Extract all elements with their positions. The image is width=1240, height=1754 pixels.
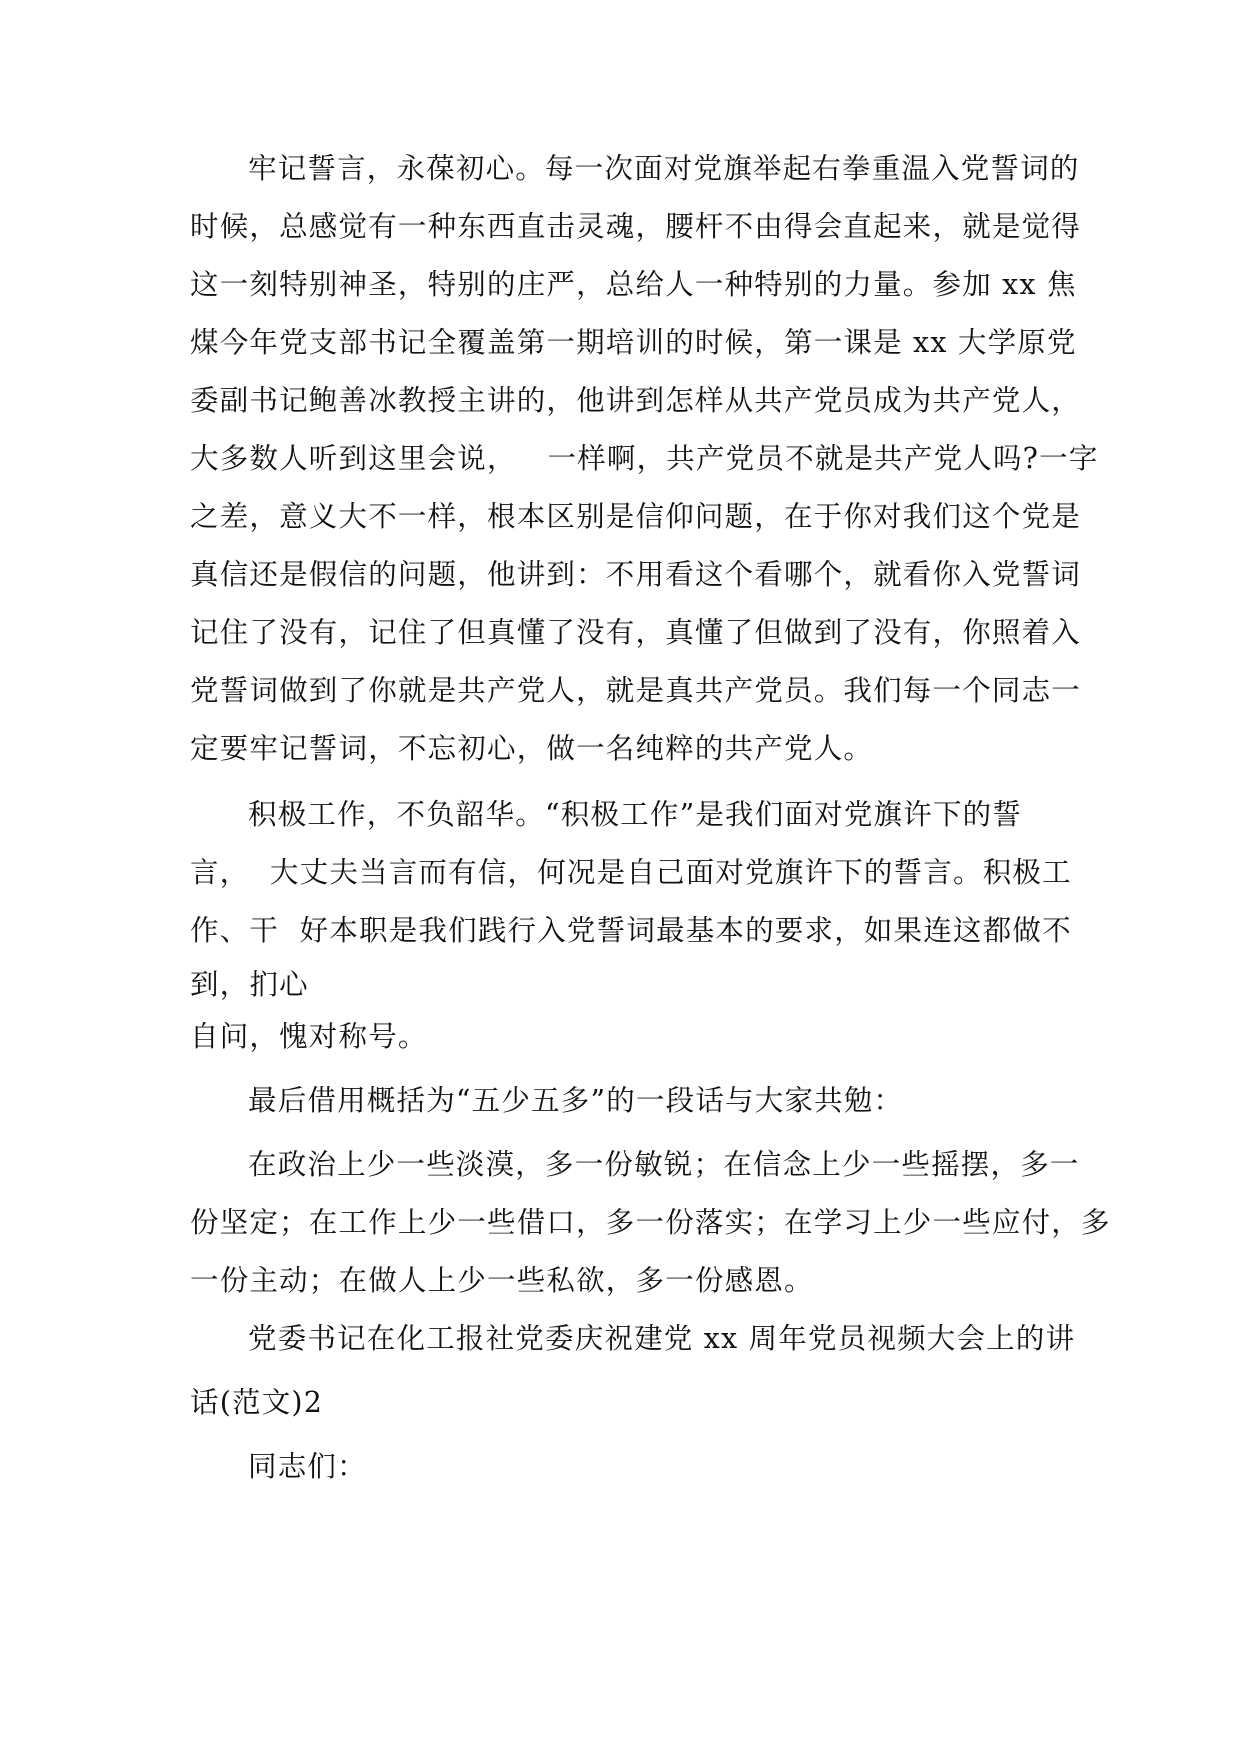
text-line: 份坚定；在工作上少一些借口，多一份落实；在学习上少一些应付，多 <box>190 1206 1111 1239</box>
text-line: 党誓词做到了你就是共产党人，就是真共产党员。我们每一个同志一 <box>190 674 1082 707</box>
text-line: 一份主动；在做人上少一些私欲，多一份感恩。 <box>190 1264 814 1297</box>
text-line: 之差，意义大不一样，根本区别是信仰问题，在于你对我们这个党是 <box>190 500 1082 533</box>
text-line: 党委书记在化工报社党委庆祝建党 xx 周年党员视频大会上的讲 <box>248 1322 1076 1355</box>
text-line: 同志们： <box>248 1450 367 1483</box>
text-line: 积极工作，不负韶华。“积极工作”是我们面对党旗许下的誓 <box>248 798 1023 831</box>
text-line: 到，扪心 <box>190 968 309 1001</box>
text-line: 煤今年党支部书记全覆盖第一期培训的时候，第一课是 xx 大学原党 <box>190 326 1077 359</box>
text-line: 牢记誓言，永葆初心。每一次面对党旗举起右拳重温入党誓词的 <box>248 152 1080 185</box>
text-line: 在政治上少一些淡漠，多一份敏锐；在信念上少一些摇摆，多一 <box>248 1148 1080 1181</box>
text-line: 言， 大丈夫当言而有信，何况是自己面对党旗许下的誓言。积极工 <box>190 856 1072 889</box>
text-line: 自问，愧对称号。 <box>190 1020 428 1053</box>
text-line: 定要牢记誓词，不忘初心，做一名纯粹的共产党人。 <box>190 732 874 765</box>
text-line: 作、干 好本职是我们践行入党誓词最基本的要求，如果连这都做不 <box>190 914 1072 947</box>
text-line: 记住了没有，记住了但真懂了没有，真懂了但做到了没有，你照着入 <box>190 616 1082 649</box>
text-line: 这一刻特别神圣，特别的庄严，总给人一种特别的力量。参加 xx 焦 <box>190 268 1077 301</box>
text-line: 话(范文)2 <box>190 1386 324 1419</box>
text-line: 最后借用概括为“五少五多”的一段话与大家共勉： <box>248 1084 904 1117</box>
text-line: 时候，总感觉有一种东西直击灵魂，腰杆不由得会直起来，就是觉得 <box>190 210 1082 243</box>
text-line: 真信还是假信的问题，他讲到：不用看这个看哪个，就看你入党誓词 <box>190 558 1082 591</box>
text-line: 委副书记鲍善冰教授主讲的，他讲到怎样从共产党员成为共产党人， <box>190 384 1082 417</box>
text-line: 大多数人听到这里会说， 一样啊，共产党员不就是共产党人吗?一字 <box>190 442 1099 475</box>
